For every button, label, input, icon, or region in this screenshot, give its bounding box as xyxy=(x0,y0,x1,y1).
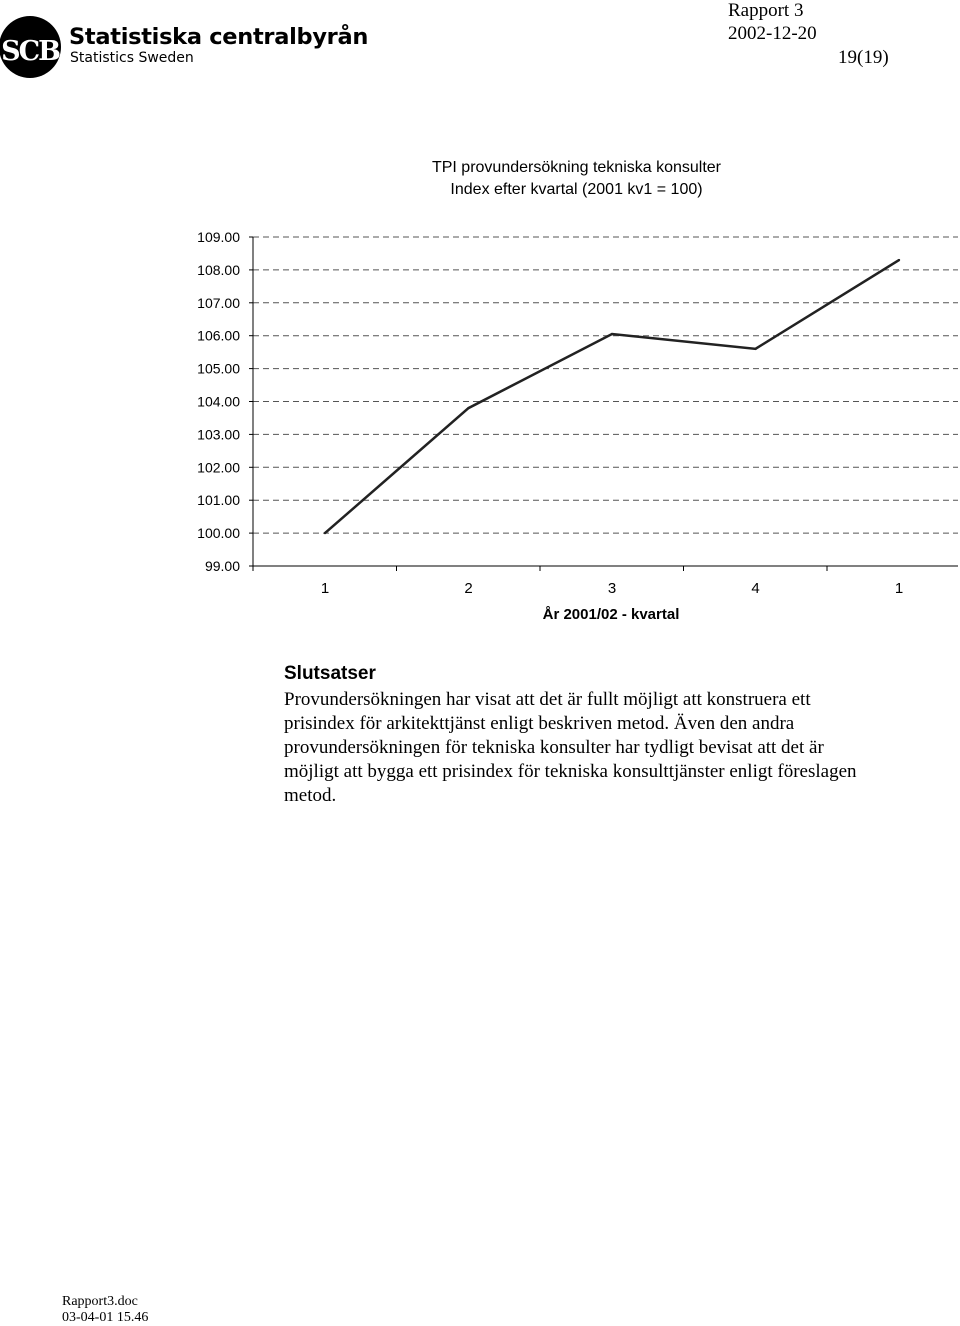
data-point xyxy=(611,333,613,335)
page-number: 19(19) xyxy=(838,47,889,68)
y-tick-label: 99.00 xyxy=(204,558,240,574)
y-tick-label: 104.00 xyxy=(197,393,240,410)
footer-filename: Rapport3.doc xyxy=(62,1294,138,1309)
data-point xyxy=(898,259,900,261)
svg-text:SCB: SCB xyxy=(1,36,59,67)
x-tick-label: 1 xyxy=(894,580,904,597)
body-line: metod. xyxy=(284,785,337,806)
y-tick-label: 108.00 xyxy=(197,261,240,278)
section-heading: Slutsatser xyxy=(284,663,376,684)
data-point xyxy=(754,348,756,350)
y-tick-label: 109.00 xyxy=(197,229,240,245)
x-tick-label: 2 xyxy=(464,580,473,597)
y-tick-label: 102.00 xyxy=(197,459,240,476)
y-tick-label: 103.00 xyxy=(197,426,240,443)
y-tick-label: 105.00 xyxy=(197,360,240,377)
y-tick-label: 107.00 xyxy=(197,294,240,311)
report-date: 2002-12-20 xyxy=(728,23,817,44)
logo-subname: Statistics Sweden xyxy=(70,50,194,66)
logo-name: Statistiska centralbyrån xyxy=(69,24,369,50)
body-line: Provundersökningen har visat att det är fullt möjligt att konstruera ett xyxy=(284,689,811,710)
x-axis-label: År 2001/02 - kvartal xyxy=(542,606,680,623)
report-name: Rapport 3 xyxy=(728,0,804,21)
data-point xyxy=(324,532,326,534)
y-tick-label: 100.00 xyxy=(197,525,240,542)
x-tick-label: 1 xyxy=(320,580,330,597)
body-line: provundersökningen för tekniska konsulter har tydligt bevisat att det är xyxy=(284,737,824,758)
y-tick-label: 106.00 xyxy=(197,327,240,344)
chart-title-line-2: Index efter kvartal (2001 kv1 = 100) xyxy=(450,181,703,198)
line-chart xyxy=(0,0,960,640)
series-line xyxy=(325,260,899,533)
body-line: prisindex för arkitekttjänst enligt beskriven metod. Även den andra xyxy=(284,713,795,734)
body-line: möjligt att bygga ett prisindex för tekniska konsulttjänster enligt föreslagen xyxy=(284,761,857,782)
chart-title-line-1: TPI provundersökning tekniska konsulter xyxy=(431,159,722,176)
footer-timestamp: 03-04-01 15.46 xyxy=(62,1310,149,1325)
y-tick-label: 101.00 xyxy=(197,492,240,509)
x-tick-label: 4 xyxy=(751,580,760,597)
data-point xyxy=(467,407,469,409)
x-tick-label: 3 xyxy=(607,580,617,597)
section-body xyxy=(284,688,924,808)
